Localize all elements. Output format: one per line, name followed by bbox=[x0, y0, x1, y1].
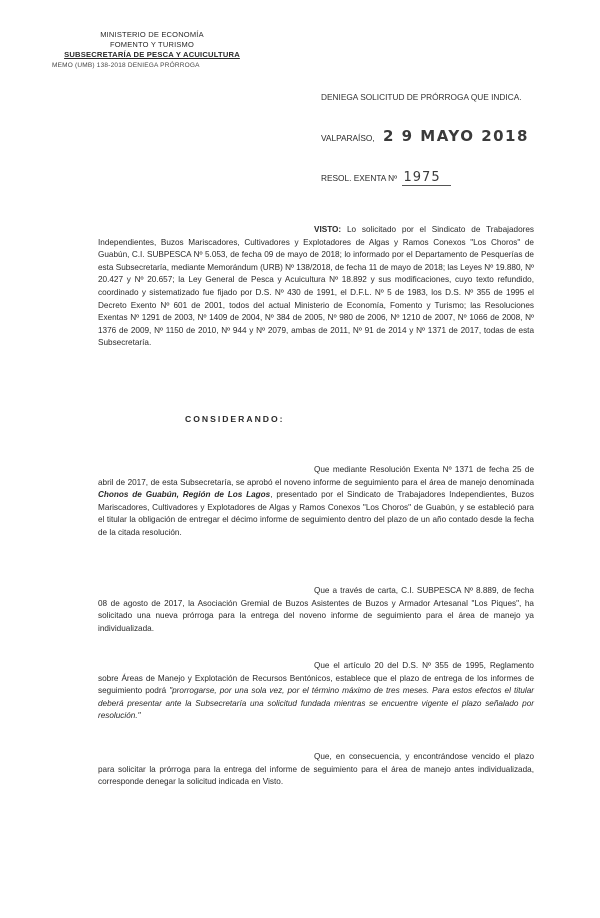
p3-text-a: Que el artículo 20 del D.S. Nº 355 de 1995, Reglamento sobre Áreas de Manejo y Explotación de Recursos Bentónicos, establece que el plazo de entrega de los informes de seguimiento podrá bbox=[98, 661, 534, 696]
p4-text: Que, en consecuencia, y encontrándose vencido el plazo para solicitar la prórroga para la entrega del informe de seguimiento para el área de manejo antes individualizada, corresponde denegar la solicitud indicada en Visto. bbox=[98, 752, 534, 787]
letterhead bbox=[52, 30, 252, 71]
resolution-line bbox=[321, 170, 451, 185]
undersecretariat-name: SUBSECRETARÍA DE PESCA Y ACUICULTURA bbox=[64, 50, 240, 59]
considerando-heading: CONSIDERANDO: bbox=[185, 414, 285, 424]
date-line bbox=[321, 127, 529, 145]
visto-paragraph bbox=[98, 224, 534, 350]
considerando-paragraph-4 bbox=[98, 751, 534, 789]
p1-text-b: , presentado por el Sindicato de Trabajadores Independientes, Buzos Mariscadores, Cultivadores y Explotadores de Algas y Ramos Conexos "Los Choros" de Guabún, y se estableció para el titular la obligación de entregar el décimo informe de seguimiento dentro del plazo de un año contado desde la fecha de la citada resolución. bbox=[98, 490, 534, 537]
date-place: VALPARAÍSO, bbox=[321, 133, 375, 143]
considerando-paragraph-3 bbox=[98, 660, 534, 723]
considerando-paragraph-2 bbox=[98, 585, 534, 635]
visto-text: Lo solicitado por el Sindicato de Trabajadores Independientes, Buzos Mariscadores, Cultivadores y Explotadores de Algas y Ramos Conexos "Los Choros" de Guabún, C.I. SUBPESCA Nº 5.053, de fecha 09 de mayo de 2018; lo informado por el Departamento de Pesquerías de esta Subsecretaría, mediante Memorándum (URB) Nº 138/2018, de fecha 11 de mayo de 2018; las Leyes Nº 19.880, Nº 20.427 y Nº 20.657; la Ley General de Pesca y Acuicultura Nº 18.892 y sus modificaciones, cuyo texto refundido, coordinado y sistematizado fue fijado por D.S. Nº 430 de 1991, el D.F.L. Nº 5 de 1983, los D.S. Nº 355 de 1995 el Decreto Exento Nº 601 de 2001, todos del actual Ministerio de Economía, Fomento y Turismo; las Resoluciones Exentas Nº 1291 de 2003, Nº 1409 de 2004, Nº 384 de 2005, Nº 980 de 2006, Nº 1210 de 2007, Nº 1066 de 2008, Nº 1376 de 2009, Nº 1150 de 2010, Nº 944 y Nº 2079, ambas de 2011, Nº 91 de 2014 y Nº 1371 de 2017, todas de esta Subsecretaría. bbox=[98, 225, 534, 348]
p1-area-name: Chonos de Guabún, Región de Los Lagos bbox=[98, 490, 271, 500]
resolution-label: RESOL. EXENTA Nº bbox=[321, 173, 398, 183]
memo-reference: MEMO (UMB) 138-2018 DENIEGA PRÓRROGA bbox=[52, 62, 200, 69]
visto-label: VISTO: bbox=[314, 225, 342, 234]
date-stamp: 2 9 MAYO 2018 bbox=[382, 127, 529, 145]
ministry-subtitle: FOMENTO Y TURISMO bbox=[109, 40, 195, 49]
considerando-paragraph-1 bbox=[98, 464, 534, 540]
document-subject: DENIEGA SOLICITUD DE PRÓRROGA QUE INDICA. bbox=[321, 92, 522, 102]
p3-quoted-regulation: "prorrogarse, por una sola vez, por el término máximo de tres meses. Para estos efectos el titular deberá presentar ante la Subsecretaría una solicitud fundada mientras se encuentre vigente el plazo señalado por resolución." bbox=[98, 686, 535, 721]
p2-text: Que a través de carta, C.I. SUBPESCA Nº 8.889, de fecha 08 de agosto de 2017, la Asociación Gremial de Buzos Asistentes de Buzos y Armador Artesanal "Los Piques", ha solicitado una nueva prórroga para la entrega del noveno informe de seguimiento para el área de manejo ya individualizada. bbox=[98, 586, 534, 633]
p1-text-a: Que mediante Resolución Exenta Nº 1371 de fecha 25 de abril de 2017, de esta Subsecretaría, se aprobó el noveno informe de seguimiento para el área de manejo denominada bbox=[98, 465, 534, 487]
ministry-name: MINISTERIO DE ECONOMÍA bbox=[100, 30, 204, 39]
resolution-number: 1975 bbox=[402, 170, 451, 186]
